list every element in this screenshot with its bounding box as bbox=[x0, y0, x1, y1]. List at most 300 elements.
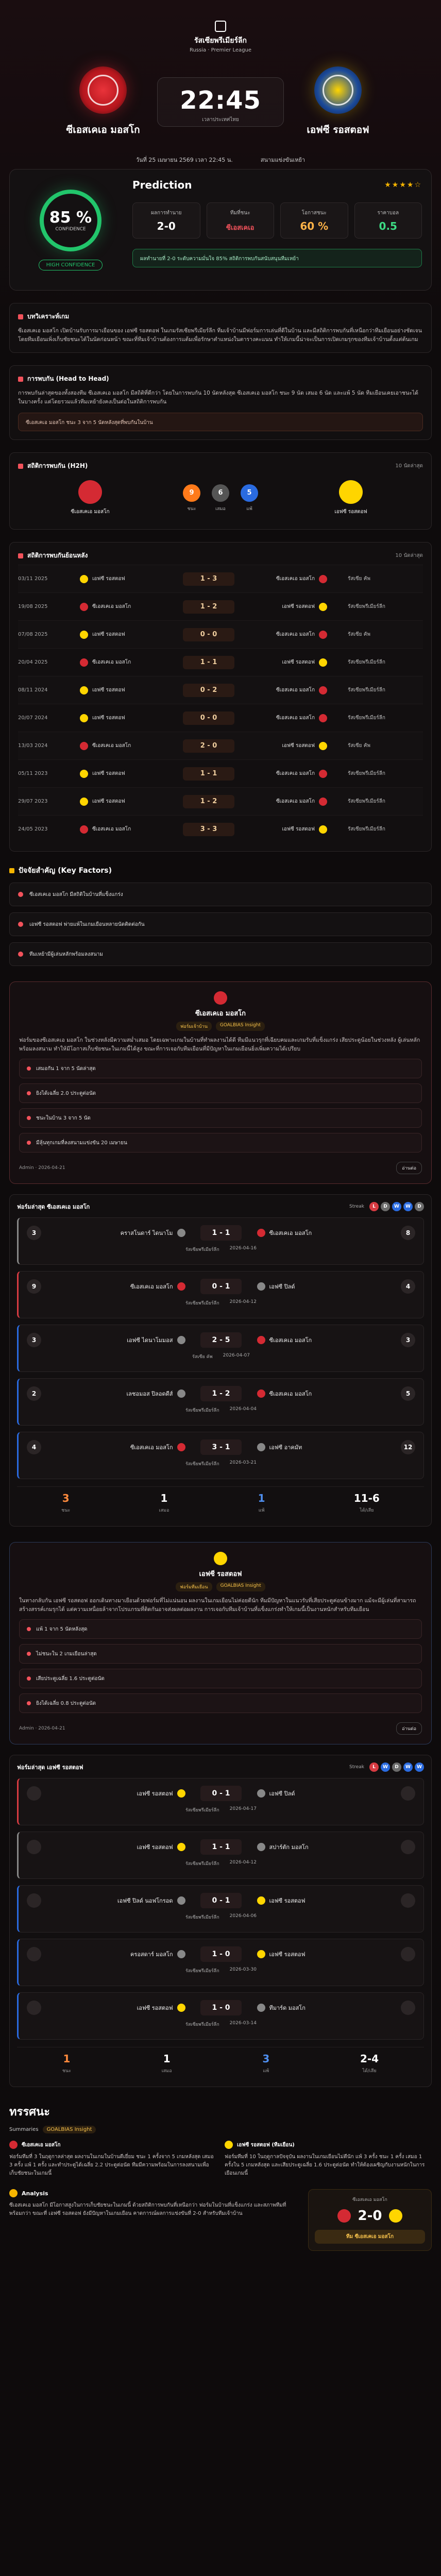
match-score: 0 - 1 bbox=[200, 1786, 242, 1801]
h2h-summary-title: สถิติการพบกัน (H2H) bbox=[27, 462, 88, 469]
bullet-icon bbox=[27, 1676, 31, 1681]
bullet-icon bbox=[27, 1141, 31, 1145]
match-venue: สนามแข่งขันเหย้า bbox=[260, 157, 306, 163]
h2h-draws-label: เสมอ bbox=[215, 506, 226, 512]
preview-title: บทวิเคราะห์เกม bbox=[27, 313, 70, 320]
h2h-losses-label: แพ้ bbox=[246, 506, 252, 512]
rating-stars: ★★★★☆ bbox=[384, 181, 422, 189]
form-stat bbox=[360, 2053, 379, 2074]
preview-card bbox=[9, 303, 432, 353]
stat-value: 2-4 bbox=[360, 2053, 379, 2065]
competition: รัสเซียพรีเมียร์ลีก bbox=[185, 2022, 219, 2027]
form-match[interactable] bbox=[17, 1992, 424, 2040]
team-crest-icon bbox=[319, 770, 327, 778]
league-icon bbox=[215, 21, 226, 32]
table-row[interactable] bbox=[18, 592, 423, 620]
match-date: 2026-04-04 bbox=[229, 1406, 257, 1412]
h2h-list-title: สถิติการพบกันย้อนหลัง bbox=[27, 552, 88, 559]
stat-label: ได้/เสีย bbox=[362, 2069, 377, 2074]
away-position: 4 bbox=[401, 1279, 415, 1294]
away-team bbox=[234, 686, 337, 694]
conclusion bbox=[9, 2189, 432, 2251]
conclusion-text: ซีเอสเคเอ มอสโก มีโอกาสสูงในการเก็บชัยชนะในเกมนี้ ด้วยสถิติการพบกันที่เหนือกว่า ฟอร์มในบ้านที่แข็งแกร่ง และสภาพทีมที่พร้อมกว่า ขณะที่ เอฟซี รอสตอฟ ยังมีปัญหาในเกมเยือน คาดการณ์ผลการแข่งขันที่ 2-0 สำหรับทีมเจ้าบ้าน bbox=[9, 2202, 286, 2216]
kickoff-time: 22:45 bbox=[180, 86, 261, 115]
team-name: เอฟซี รอสตอฟ bbox=[137, 1790, 173, 1797]
away-crest-icon bbox=[389, 2209, 402, 2223]
team-crest-icon bbox=[177, 1443, 185, 1451]
form-match[interactable] bbox=[17, 1778, 424, 1825]
summary-home-head: ซีเอสเคเอ มอสโก bbox=[22, 2142, 61, 2148]
team-crest-icon bbox=[319, 825, 327, 834]
match-info bbox=[27, 1806, 415, 1814]
key-icon bbox=[9, 868, 14, 873]
home-form-title: ฟอร์มล่าสุด ซีเอสเคเอ มอสโก bbox=[17, 1204, 90, 1210]
team-name: คราสโนดาร์ ไดนาโม bbox=[120, 1230, 173, 1236]
prediction-cell-winner bbox=[207, 202, 275, 239]
away-team bbox=[234, 770, 337, 778]
conclusion-head: Analysis bbox=[22, 2190, 48, 2197]
competition: รัสเซียพรีเมียร์ลีก bbox=[348, 604, 385, 609]
home-position bbox=[27, 2001, 41, 2015]
competition: รัสเซียพรีเมียร์ลีก bbox=[348, 771, 385, 776]
competition: รัสเซียพรีเมียร์ลีก bbox=[348, 687, 385, 693]
home-team bbox=[64, 825, 183, 834]
home-position bbox=[27, 1947, 41, 1961]
form-match[interactable] bbox=[17, 1832, 424, 1879]
home-position: 2 bbox=[27, 1386, 41, 1401]
streak-label: Streak bbox=[349, 1765, 364, 1770]
away-position: 5 bbox=[401, 1386, 415, 1401]
stat-label: แพ้ bbox=[258, 1508, 265, 1513]
competition: รัสเซียพรีเมียร์ลีก bbox=[185, 1969, 219, 1974]
team-name: ครอสดาร์ มอสโก bbox=[130, 1951, 173, 1958]
match-info bbox=[27, 2021, 415, 2028]
away-team-crest-icon bbox=[314, 66, 362, 114]
match-info bbox=[27, 1460, 415, 1467]
team-name: เอฟซี รอสตอฟ bbox=[269, 1897, 306, 1904]
analysis-item bbox=[19, 1693, 422, 1713]
match-info bbox=[27, 1913, 415, 1921]
key-factor-item bbox=[9, 883, 432, 906]
summary-away-head: เอฟซี รอสตอฟ (ทีมเยือน) bbox=[237, 2142, 295, 2148]
cell-value: 60 % bbox=[300, 220, 329, 232]
stat-label: ชนะ bbox=[62, 2069, 71, 2074]
team-crest-icon bbox=[257, 1896, 265, 1905]
league-header bbox=[10, 21, 431, 53]
stat-value: 1 bbox=[163, 2053, 171, 2065]
h2h-summary-range: 10 นัดล่าสุด bbox=[395, 463, 423, 469]
away-crest-icon bbox=[339, 480, 363, 504]
team-crest-icon bbox=[80, 742, 88, 750]
match-score: 1 - 0 bbox=[200, 1946, 242, 1962]
home-form-matches bbox=[17, 1217, 424, 1479]
team-crest-icon bbox=[80, 714, 88, 722]
home-team bbox=[64, 798, 183, 806]
team-name: เอฟซี รอสตอฟ bbox=[92, 771, 125, 776]
read-more-button[interactable]: อ่านต่อ bbox=[396, 1162, 422, 1174]
away-form-matches bbox=[17, 1778, 424, 2040]
away-team bbox=[257, 1335, 386, 1345]
team-name: ซีเอสเคเอ มอสโก bbox=[92, 743, 131, 749]
team-name: เอฟซี รอสตอฟ bbox=[282, 604, 315, 609]
team-name: เอฟซี ปิลด์ bbox=[269, 1283, 295, 1290]
form-stat bbox=[162, 2053, 172, 2074]
team-crest-icon bbox=[177, 1389, 185, 1398]
table-row[interactable] bbox=[18, 648, 423, 676]
match-info bbox=[27, 1967, 415, 1974]
away-team bbox=[234, 575, 337, 583]
home-team bbox=[64, 714, 183, 722]
table-row[interactable] bbox=[18, 732, 423, 759]
team-name: ทีมาร์ด มอสโก bbox=[269, 2005, 306, 2011]
match-score: 1 - 0 bbox=[200, 2000, 242, 2015]
competition: รัสเซียพรีเมียร์ลีก bbox=[348, 826, 385, 832]
match-date: 19/08 2025 bbox=[18, 604, 48, 609]
match-date: 2026-04-07 bbox=[223, 1353, 250, 1358]
post-date: 2026-04-21 bbox=[38, 1165, 65, 1171]
team-name: ซีเอสเคเอ มอสโก bbox=[269, 1337, 312, 1344]
bullet-icon bbox=[27, 1627, 31, 1631]
streak-pill: W bbox=[415, 1762, 424, 1772]
h2h-draws: 6 bbox=[212, 484, 229, 502]
h2h-text: การพบกันล่าสุดของทั้งสองทีม ซีเอสเคเอ มอสโก มีสถิติที่ดีกว่า โดยในการพบกัน 10 นัดหลังสุด ซีเอสเคเอ มอสโก ชนะ 9 นัด เสมอ 6 นัด และแพ้ 5 นัด ทีมเยือนเคยเอาชนะได้ในบางครั้ง แต่โดยรวมแล้วทีมเหย้ายังคงเป็นต่อในสถิติการพบกัน bbox=[18, 390, 418, 405]
team-name: ซีเอสเคเอ มอสโก bbox=[276, 799, 315, 804]
team-crest-icon bbox=[319, 631, 327, 639]
team-crest-icon bbox=[80, 798, 88, 806]
bullet-icon bbox=[18, 922, 23, 927]
h2h-summary-card bbox=[9, 452, 432, 530]
match-date: วันที่ 25 เมษายน 2569 เวลา 22:45 น. bbox=[135, 157, 233, 163]
analysis-item-text: ยิงได้เฉลี่ย 2.0 ประตูต่อนัด bbox=[36, 1090, 96, 1096]
home-team bbox=[57, 1335, 185, 1345]
summary-away bbox=[225, 2141, 432, 2178]
table-row[interactable] bbox=[18, 620, 423, 648]
match-date: 29/07 2023 bbox=[18, 799, 48, 804]
streak-pill: D bbox=[392, 1762, 401, 1772]
team-crest-icon bbox=[319, 686, 327, 694]
away-position bbox=[401, 2001, 415, 2015]
home-analysis-text: ฟอร์มของซีเอสเคเอ มอสโก ในช่วงหลังมีความสม่ำเสมอ โดยเฉพาะเกมในบ้านที่ทำผลงานได้ดี ทีมมีแนวรุกที่เฉียบคมและเกมรับที่แข็งแกร่ง เสียประตูน้อยในช่วงหลัง ผู้เล่นหลักพร้อมลงสนาม ทำให้มีโอกาสเก็บชัยชนะในเกมนี้ได้สูง ขณะที่การเจอกับทีมเยือนที่มีปัญหาในเกมเยือนยิ่งเพิ่มความได้เปรียบ bbox=[19, 1037, 420, 1052]
key-factors-heading: ปัจจัยสำคัญ (Key Factors) bbox=[19, 867, 112, 875]
stat-value: 3 bbox=[62, 1492, 70, 1504]
home-team bbox=[64, 742, 183, 750]
away-team bbox=[257, 1950, 386, 1959]
match-date: 07/08 2025 bbox=[18, 632, 48, 637]
team-crest-icon bbox=[80, 658, 88, 667]
analysis-item bbox=[19, 1083, 422, 1103]
post-date: 2026-04-21 bbox=[38, 1726, 65, 1731]
analysis-item bbox=[19, 1619, 422, 1639]
home-form-card bbox=[9, 1194, 432, 1527]
match-score: 1 - 2 bbox=[183, 600, 234, 614]
away-team bbox=[234, 603, 337, 611]
kickoff-timezone: เวลาประเทศไทย bbox=[202, 117, 239, 123]
team-name: เอฟซี รอสตอฟ bbox=[92, 715, 125, 721]
final-prediction-box bbox=[308, 2189, 432, 2251]
away-analysis-card: เอฟซี รอสตอฟ ฟอร์มทีมเยือน GOALBIAS Insight ในทางกลับกัน เอฟซี รอสตอฟ ออกเดินทางมาเยือนด้วยฟอร์มที่ไม่แน่นอน ผลงานในเกมเยือนไม่ค่อยดีนัก ทีมมีปัญหาในแนวรับที่เสียประตูค่อนข้างมาก แม้จะมีผู้เล่นที่สามารถสร้างสรรค์เกมรุกได้ แต่ความเหนื่อยล้าจากโปรแกรมที่ติดกันอาจส่งผลต่อผลงาน การเจอกับทีมเจ้าบ้านที่แข็งแกร่งทำให้เกมนี้เป็นงานหนักสำหรับทีมเยือน แพ้ 1 จาก 5 นัดหลังสุด ไม่ชนะใน 2 เกมเยือนล่าสุด เสียประตูเฉลี่ย 1.6 ประตูต่อนัด ยิงได้เฉลี่ย 0.8 ประตูต่อนัด Admin · 2026-04-21 อ่านต่อ bbox=[9, 1542, 432, 1744]
match-date: 2026-04-12 bbox=[229, 1299, 257, 1304]
team-crest-icon bbox=[80, 825, 88, 834]
stat-value: 11-6 bbox=[353, 1492, 380, 1504]
form-match-line bbox=[27, 2000, 415, 2015]
key-factor-item bbox=[9, 912, 432, 936]
competition: รัสเซียพรีเมียร์ลีก bbox=[185, 1247, 219, 1252]
stat-value: 1 bbox=[63, 2053, 71, 2065]
away-position bbox=[401, 1786, 415, 1801]
form-match-line bbox=[27, 1893, 415, 1908]
confidence-percent: 85 % bbox=[49, 209, 92, 227]
form-match[interactable] bbox=[17, 1325, 424, 1372]
home-crest-icon bbox=[214, 991, 227, 1005]
match-score: 1 - 1 bbox=[200, 1839, 242, 1855]
table-row[interactable] bbox=[18, 676, 423, 704]
table-row[interactable] bbox=[18, 704, 423, 732]
home-crest-icon bbox=[337, 2209, 351, 2223]
bullet-icon bbox=[27, 1652, 31, 1656]
table-row[interactable] bbox=[18, 759, 423, 787]
team-crest-icon bbox=[257, 1229, 265, 1237]
key-factor-text: เอฟซี รอสตอฟ พ่ายแพ้ในเกมเยือนหลายนัดติดต่อกัน bbox=[29, 921, 145, 927]
streak-pill: L bbox=[369, 1202, 379, 1211]
h2h-list-range: 10 นัดล่าสุด bbox=[395, 553, 423, 558]
away-team bbox=[234, 798, 337, 806]
streak-pill: W bbox=[381, 1762, 390, 1772]
match-info bbox=[27, 1860, 415, 1867]
away-form-title: ฟอร์มล่าสุด เอฟซี รอสตอฟ bbox=[17, 1764, 83, 1771]
team-name: ซีเอสเคเอ มอสโก bbox=[130, 1283, 173, 1290]
author: Admin bbox=[19, 1726, 34, 1731]
summary-home-text: ฟอร์มทีมที่ 3 ในฤดูกาลล่าสุด ผลงานในเกมในบ้านดีเยี่ยม ชนะ 1 ครั้งจาก 5 เกมหลังสุด เสมอ 3 ครั้ง แพ้ 1 ครั้ง และทำประตูได้เฉลี่ย 2.2 ประตูต่อนัด ทีมมีความพร้อมในการลงสนามเพื่อเก็บชัยชนะในเกมนี้ bbox=[9, 2154, 214, 2176]
competition: รัสเซียพรีเมียร์ลีก bbox=[185, 1408, 219, 1413]
team-name: เอฟซี รอสตอฟ bbox=[137, 1844, 173, 1851]
away-team bbox=[257, 1389, 386, 1398]
away-team bbox=[257, 1789, 386, 1798]
match-date: 03/11 2025 bbox=[18, 576, 48, 582]
away-team bbox=[234, 742, 337, 750]
team-name: ซีเอสเคเอ มอสโก bbox=[276, 715, 315, 721]
final-team-button[interactable]: ทีม ซีเอสเคเอ มอสโก bbox=[315, 2230, 425, 2244]
key-factors-title bbox=[9, 865, 432, 876]
summary-sub-label: Summaries bbox=[9, 2127, 39, 2132]
preview-text: ซีเอสเคเอ มอสโก เปิดบ้านรับการมาเยือนของ เอฟซี รอสตอฟ ในเกมรัสเซียพรีเมียร์ลีก ทีมเจ้าบ้านมีฟอร์มการเล่นที่ดีในบ้าน และมีสถิติการพบกันที่เหนือกว่าทีมเยือนอย่างชัดเจน โดยทีมเยือนเพิ่งเก็บชัยชนะได้ในนัดก่อนหน้า ขณะที่ทีมเจ้าบ้านต้องการแต้มเพื่อรักษาตำแหน่งในตารางคะแนน ทำให้เกมนี้น่าจะเป็นการเปิดเกมรุกของทีมเจ้าบ้านตั้งแต่ต้นเกม bbox=[18, 328, 422, 343]
streak-label: Streak bbox=[349, 1204, 364, 1209]
team-crest-icon bbox=[177, 1950, 185, 1958]
away-team bbox=[257, 1842, 386, 1852]
league-subtitle: Russia · Premier League bbox=[189, 47, 252, 53]
match-date: 2026-03-30 bbox=[229, 1967, 257, 1972]
team-crest-icon bbox=[80, 631, 88, 639]
away-team bbox=[234, 631, 337, 639]
match-score: 3 - 1 bbox=[200, 1439, 242, 1455]
tag: ฟอร์มทีมเยือน bbox=[176, 1582, 212, 1591]
final-score: 2-0 bbox=[358, 2208, 382, 2224]
competition: รัสเซียพรีเมียร์ลีก bbox=[185, 1808, 219, 1813]
away-team bbox=[257, 1282, 386, 1291]
analysis-item bbox=[19, 1644, 422, 1664]
h2h-tip: ซีเอสเคเอ มอสโก ชนะ 3 จาก 5 นัดหลังสุดที่พบกันในบ้าน bbox=[18, 413, 423, 431]
team-name: ซีเอสเคเอ มอสโก bbox=[92, 659, 131, 665]
kickoff-box bbox=[157, 77, 284, 127]
away-analysis-team: เอฟซี รอสตอฟ bbox=[199, 1570, 242, 1578]
home-position bbox=[27, 1840, 41, 1854]
h2h-list-card bbox=[9, 542, 432, 852]
bullet-icon bbox=[27, 1701, 31, 1705]
away-position bbox=[401, 1893, 415, 1908]
match-info bbox=[27, 1406, 415, 1414]
team-crest-icon bbox=[80, 575, 88, 583]
home-position: 3 bbox=[27, 1226, 41, 1240]
form-stat bbox=[159, 1492, 169, 1514]
stat-value: 1 bbox=[258, 1492, 265, 1504]
h2h-wins: 9 bbox=[183, 484, 200, 502]
summary-tag: GOALBIAS Insight bbox=[43, 2126, 96, 2133]
analysis-item-text: เสมอกัน 1 จาก 5 นัดล่าสุด bbox=[36, 1065, 96, 1072]
home-team bbox=[64, 631, 183, 639]
streak-pill: D bbox=[381, 1202, 390, 1211]
h2h-away-team[interactable] bbox=[310, 480, 392, 516]
stat-label: แพ้ bbox=[263, 2069, 269, 2074]
away-position bbox=[401, 1947, 415, 1961]
analysis-icon bbox=[9, 2189, 18, 2197]
team-crest-icon bbox=[257, 1950, 265, 1958]
home-team bbox=[57, 1228, 185, 1238]
home-team bbox=[57, 1896, 185, 1905]
team-name: เลชอมอส ปิลอดดีส์ bbox=[126, 1391, 173, 1397]
away-crest-icon bbox=[214, 1552, 227, 1565]
match-score: 0 - 0 bbox=[183, 711, 234, 725]
prediction-note: ผลทำนายที่ 2-0 ระดับความมั่นใจ 85% สถิติการพบกันสนับสนุนทีมเหย้า bbox=[132, 249, 422, 267]
prediction-cell-chance bbox=[280, 202, 348, 239]
stat-label: ชนะ bbox=[61, 1508, 71, 1513]
competition: รัสเซียพรีเมียร์ลีก bbox=[185, 1861, 219, 1867]
bullet-icon bbox=[27, 1091, 31, 1095]
form-match[interactable] bbox=[17, 1432, 424, 1479]
form-match[interactable] bbox=[17, 1217, 424, 1265]
summary-sub bbox=[9, 2126, 432, 2133]
away-team bbox=[234, 714, 337, 722]
match-score: 1 - 3 bbox=[183, 572, 234, 586]
form-stat bbox=[262, 2053, 269, 2074]
key-factor-text: ซีเอสเคเอ มอสโก มีสถิติในบ้านที่แข็งแกร่ง bbox=[29, 891, 123, 897]
section-icon bbox=[18, 464, 23, 469]
competition: รัสเซีย คัพ bbox=[348, 743, 370, 749]
team-name: เอฟซี รอสตอฟ bbox=[282, 743, 315, 749]
home-team bbox=[57, 1389, 185, 1398]
form-stat bbox=[62, 2053, 71, 2074]
streak-pill: L bbox=[369, 1762, 379, 1772]
away-form-stats bbox=[17, 2047, 424, 2079]
team-crest-icon bbox=[319, 742, 327, 750]
team-crest-icon bbox=[257, 2004, 265, 2012]
match-score: 0 - 2 bbox=[183, 684, 234, 697]
stat-value: 1 bbox=[160, 1492, 168, 1504]
bullet-icon bbox=[27, 1066, 31, 1071]
confidence-label: CONFIDENCE bbox=[55, 227, 86, 232]
key-factor-text: ทีมเหย้ามีผู้เล่นหลักพร้อมลงสนาม bbox=[29, 951, 103, 957]
team-crest-icon bbox=[257, 1282, 265, 1291]
team-crest-icon bbox=[257, 1389, 265, 1398]
form-match-line bbox=[27, 1332, 415, 1348]
team-crest-icon bbox=[177, 1282, 185, 1291]
team-name: เอฟซี รอสตอฟ bbox=[137, 2005, 173, 2011]
analysis-item bbox=[19, 1669, 422, 1688]
stat-label: ได้/เสีย bbox=[360, 1508, 374, 1513]
away-team bbox=[234, 825, 337, 834]
home-team bbox=[57, 1950, 185, 1959]
match-date: 08/11 2024 bbox=[18, 687, 48, 693]
form-match[interactable] bbox=[17, 1885, 424, 1933]
competition: รัสเซีย คัพ bbox=[348, 576, 370, 582]
analysis-item bbox=[19, 1059, 422, 1078]
bullet-icon bbox=[18, 952, 23, 957]
match-score: 3 - 3 bbox=[183, 823, 234, 836]
cell-label: ทีมที่ชนะ bbox=[230, 210, 250, 216]
form-stat bbox=[354, 1492, 380, 1514]
analysis-item-text: แพ้ 1 จาก 5 นัดหลังสุด bbox=[36, 1626, 88, 1632]
team-crest-icon bbox=[319, 603, 327, 611]
analysis-item-text: ชนะในบ้าน 3 จาก 5 นัด bbox=[36, 1115, 91, 1121]
team-name: ซีเอสเคเอ มอสโก bbox=[276, 687, 315, 693]
table-row[interactable] bbox=[18, 815, 423, 843]
away-position: 8 bbox=[401, 1226, 415, 1240]
h2h-home-name: ซีเอสเคเอ มอสโก bbox=[71, 509, 110, 515]
away-team[interactable] bbox=[286, 66, 389, 138]
table-row[interactable] bbox=[18, 787, 423, 815]
home-position bbox=[27, 1786, 41, 1801]
team-name: ซีเอสเคเอ มอสโก bbox=[92, 604, 131, 609]
competition: รัสเซียพรีเมียร์ลีก bbox=[348, 799, 385, 804]
form-match-line bbox=[27, 1279, 415, 1294]
competition: รัสเซีย คัพ bbox=[192, 1354, 213, 1360]
home-team[interactable] bbox=[52, 66, 155, 138]
match-date: 05/11 2023 bbox=[18, 771, 48, 776]
h2h-home-team[interactable] bbox=[49, 480, 131, 516]
form-match[interactable] bbox=[17, 1378, 424, 1426]
form-match[interactable] bbox=[17, 1939, 424, 1986]
form-match-line bbox=[27, 1386, 415, 1401]
team-name: สปาร์ตัก มอสโก bbox=[269, 1844, 309, 1851]
prediction-cell-odds bbox=[354, 202, 422, 239]
bullet-icon bbox=[18, 892, 23, 897]
match-score: 1 - 1 bbox=[200, 1225, 242, 1241]
form-match[interactable] bbox=[17, 1271, 424, 1318]
team-crest-icon bbox=[80, 686, 88, 694]
form-match-line bbox=[27, 1225, 415, 1241]
summary-grid bbox=[9, 2141, 432, 2178]
cell-value: ซีเอสเคเอ bbox=[226, 224, 255, 232]
cell-value: 0.5 bbox=[379, 220, 397, 232]
bullet-icon bbox=[27, 1116, 31, 1120]
team-crest-icon bbox=[319, 798, 327, 806]
form-match-line bbox=[27, 1839, 415, 1855]
competition: รัสเซียพรีเมียร์ลีก bbox=[185, 1915, 219, 1920]
away-analysis-text: ในทางกลับกัน เอฟซี รอสตอฟ ออกเดินทางมาเยือนด้วยฟอร์มที่ไม่แน่นอน ผลงานในเกมเยือนไม่ค่อยดีนัก ทีมมีปัญหาในแนวรับที่เสียประตูค่อนข้างมาก แม้จะมีผู้เล่นที่สามารถสร้างสรรค์เกมรุกได้ แต่ความเหนื่อยล้าจากโปรแกรมที่ติดกันอาจส่งผลต่อผลงาน การเจอกับทีมเจ้าบ้านที่แข็งแกร่งทำให้เกมนี้เป็นงานหนักสำหรับทีมเยือน bbox=[19, 1598, 416, 1613]
team-name: ซีเอสเคเอ มอสโก bbox=[276, 576, 315, 582]
home-team bbox=[57, 1282, 185, 1291]
team-name: เอฟซี รอสตอฟ bbox=[282, 659, 315, 665]
team-name: เอฟซี รอสตอฟ bbox=[282, 826, 315, 832]
cell-label: ผลการทำนาย bbox=[150, 210, 182, 216]
team-name: ซีเอสเคเอ มอสโก bbox=[269, 1230, 312, 1236]
team-crest-icon bbox=[177, 2004, 185, 2012]
read-more-button[interactable]: อ่านต่อ bbox=[396, 1722, 422, 1735]
key-factor-item bbox=[9, 942, 432, 966]
table-row[interactable] bbox=[18, 565, 423, 592]
home-form-stats bbox=[17, 1486, 424, 1519]
match-meta bbox=[10, 155, 431, 164]
team-crest-icon bbox=[80, 770, 88, 778]
home-team bbox=[57, 1842, 185, 1852]
